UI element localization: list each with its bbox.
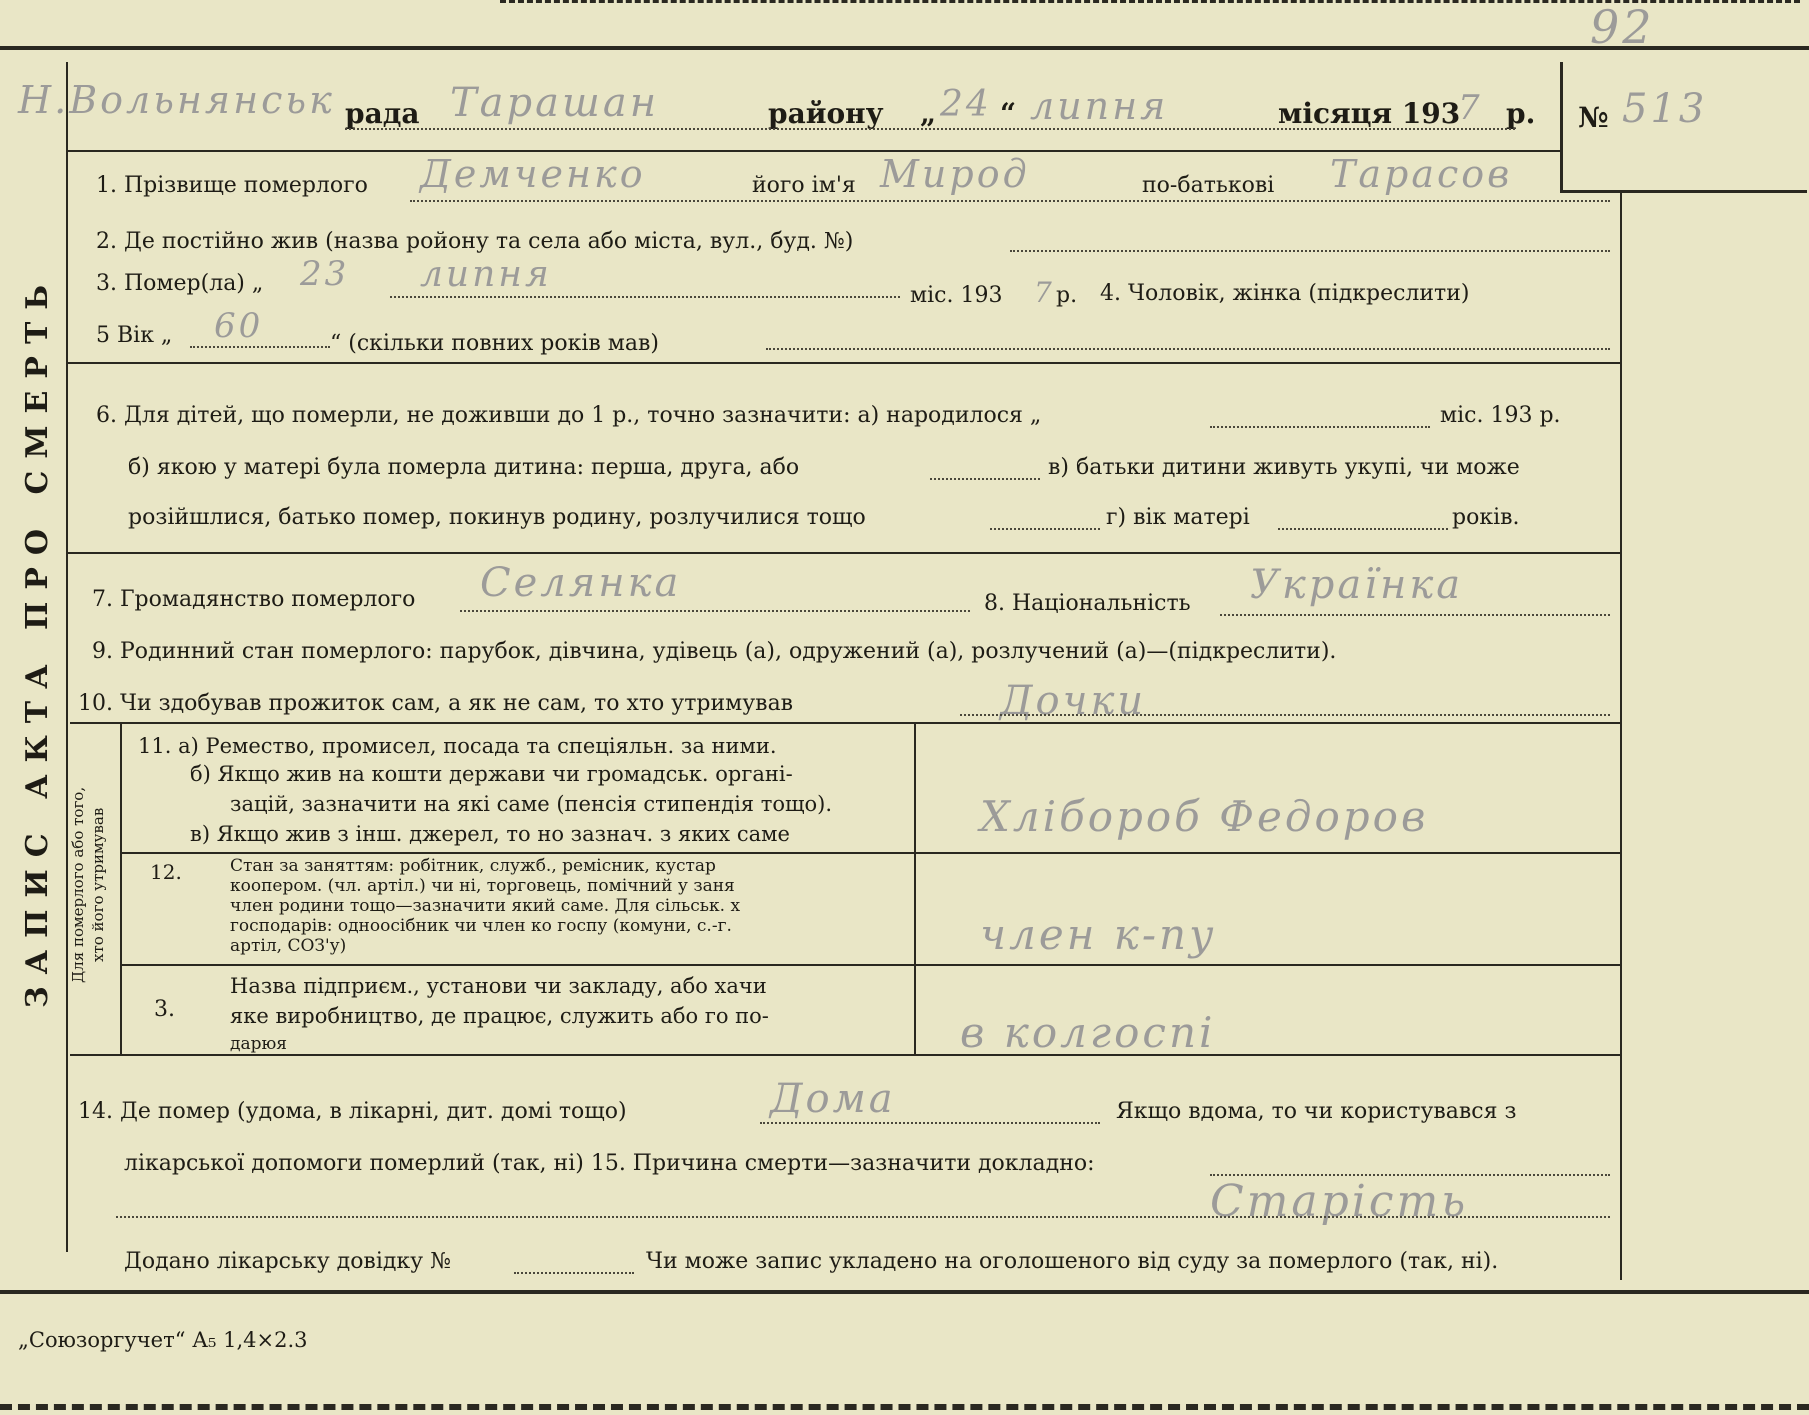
f13-num: 3. [154, 997, 175, 1022]
f14-underline [760, 1122, 1100, 1124]
f12-value: член к-пу [980, 910, 1217, 959]
side-line-2: хто його утримував [89, 807, 107, 963]
f7-value: Селянка [480, 560, 682, 606]
page-number: 92 [1590, 0, 1655, 54]
f5-label: 5 Вік „ [96, 323, 173, 348]
f1-patronymic: Тарасов [1330, 152, 1513, 196]
f11-value: Хлібороб Федоров [980, 792, 1429, 841]
f6-line2-b: в) батьки дитини живуть укупі, чи може [1048, 455, 1520, 480]
rayonu-label: району [768, 97, 884, 130]
f13-line-1: Назва підприєм., установи чи закладу, або хачи [230, 974, 767, 998]
f14-rest: Якщо вдома, то чи користувався з [1116, 1099, 1517, 1124]
rada-label: рада [345, 97, 420, 130]
f12-line-4: господарів: одноосібник чи член ко госпу (комуни, с.-г. [230, 916, 732, 936]
f14-value: Дома [770, 1076, 896, 1122]
quote-close: “ [1000, 97, 1017, 130]
f6-line1: 6. Для дітей, що померли, не доживши до 1 р., точно зазначити: а) народилося „ [96, 403, 1042, 428]
section-line-2 [66, 552, 1620, 554]
f15-line: лікарської допомоги померлий (так, ні) 15. Причина смерти—зазначити докладно: [124, 1151, 1095, 1176]
table-row-line-2 [120, 964, 1620, 966]
number-value: 513 [1622, 86, 1708, 132]
f7-underline [460, 610, 970, 612]
f13-line-3: дарюя [230, 1034, 288, 1054]
f10-value: Дочки [1000, 678, 1147, 724]
table-bottom-line [70, 1054, 1620, 1056]
court-record-label: Чи може запис укладено на оголошеного від суду за померлого (так, ні). [646, 1249, 1499, 1274]
table-side-label [68, 735, 114, 1035]
left-margin-line [66, 62, 68, 1252]
f10-label: 10. Чи здобував прожиток сам, а як не сам, то хто утримував [78, 691, 794, 716]
f12-num: 12. [150, 860, 182, 884]
f5-age: 60 [214, 306, 264, 346]
right-border [1620, 190, 1622, 1280]
f9-label: 9. Родинний стан померлого: парубок, дівчина, удівець (а), одружений (а), розлучений (а)—(підкреслити). [92, 639, 1337, 664]
f8-underline [1220, 614, 1610, 616]
f3-r: р. [1056, 283, 1078, 308]
f12-line-3: член родини тощо—зазначити який саме. Для сільськ. х [230, 896, 741, 916]
medical-cert-underline [514, 1272, 634, 1274]
f13-line-2: яке виробництво, де працює, служить або го по- [230, 1004, 769, 1028]
f11-line-2: б) Якщо жив на кошти держави чи громадськ. органі- [190, 762, 793, 786]
f6-line3-c: років. [1452, 505, 1520, 530]
f3-mis: міс. 193 [910, 283, 1003, 308]
f11-line-3: зацій, зазначити на які саме (пенсія стипендія тощо). [230, 792, 833, 816]
month-handwritten: липня [1030, 84, 1169, 128]
f11-line-1: 11. а) Ремество, промисел, посада та спеціяльн. за ними. [138, 734, 777, 758]
f10-underline [960, 714, 1610, 716]
f6-line3-b: г) вік матері [1106, 505, 1250, 530]
table-top-line [70, 722, 1620, 724]
sidebar-title: ЗАПИС АКТА ПРО СМЕРТЬ [20, 272, 55, 1008]
f8-value: Українка [1250, 562, 1464, 608]
f1-patr-label: по-батькові [1142, 173, 1275, 198]
f5-rest: “ (скільки повних років мав) [330, 331, 660, 356]
f1-name: Мирод [880, 152, 1030, 196]
section-line-1 [66, 362, 1620, 364]
council-handwritten: Н.Вольнянськ [18, 78, 335, 122]
f6-line3: розійшлися, батько помер, покинув родину, розлучилися тощо [128, 505, 866, 530]
f3-year: 7 [1034, 276, 1055, 309]
f8-label: 8. Національність [984, 591, 1191, 616]
f7-label: 7. Громадянство померлого [92, 587, 416, 612]
f6-birth-underline [1210, 426, 1430, 428]
f1-label: 1. Прізвище померлого [96, 173, 368, 198]
f12-line-5: артіл, СОЗ'у) [230, 936, 347, 956]
f15-value: Старість [1210, 1176, 1469, 1227]
f3-day: 23 [300, 254, 350, 294]
f11-line-4: в) Якщо жив з інш. джерел, то но зазнач. з яких саме [190, 822, 790, 846]
f2-underline [1010, 250, 1610, 252]
f2-label: 2. Де постійно жив (назва ройону та села або міста, вул., буд. №) [96, 229, 854, 254]
side-line-1: Для померлого або того, [69, 786, 87, 984]
f15-underline-2 [116, 1216, 1610, 1218]
f6-mother-age-underline [1278, 528, 1448, 530]
day-handwritten: 24 [940, 84, 992, 125]
top-border [0, 46, 1809, 50]
f5-underline [766, 348, 1610, 350]
district-handwritten: Тарашан [450, 80, 660, 126]
bottom-border [0, 1290, 1809, 1294]
f1-underline [410, 200, 1610, 202]
header-underline [345, 128, 1515, 130]
table-mid-line [914, 722, 916, 1054]
f5-age-underline [190, 346, 330, 348]
f12-line-2: коопером. (чл. артіл.) чи ні, торговець, помічний у заня [230, 876, 735, 896]
f14-label: 14. Де помер (удома, в лікарні, дит. домі тощо) [78, 1099, 627, 1124]
year-digit: 7 [1458, 88, 1483, 128]
table-left-line [120, 722, 122, 1054]
f6-order-underline [930, 478, 1040, 480]
quote-open: „ [920, 97, 937, 130]
f3-underline [390, 296, 900, 298]
f6-parents-underline [990, 528, 1100, 530]
printer-footer: „Союзоргучет“ А₅ 1,4×2.3 [18, 1328, 308, 1352]
f3-month: липня [420, 254, 552, 295]
bottom-cut-line [0, 1404, 1809, 1410]
year-r: р. [1506, 97, 1536, 130]
f13-value: в колгоспі [960, 1008, 1216, 1057]
f1-surname: Демченко [420, 152, 646, 196]
f6-line2: б) якою у матері була померла дитина: перша, друга, або [128, 455, 800, 480]
month-label: місяця 193 [1278, 97, 1461, 130]
f6-line1-b: міс. 193 р. [1440, 403, 1561, 428]
f3-label: 3. Помер(ла) „ [96, 271, 264, 296]
number-label: № [1578, 101, 1609, 134]
medical-cert-label: Додано лікарську довідку № [124, 1249, 451, 1274]
f1-name-label: його ім'я [752, 173, 856, 198]
table-row-line-1 [120, 852, 1620, 854]
f4-label: 4. Чоловік, жінка (підкреслити) [1100, 281, 1470, 306]
f12-line-1: Стан за заняттям: робітник, служб., ремісник, кустар [230, 856, 716, 876]
